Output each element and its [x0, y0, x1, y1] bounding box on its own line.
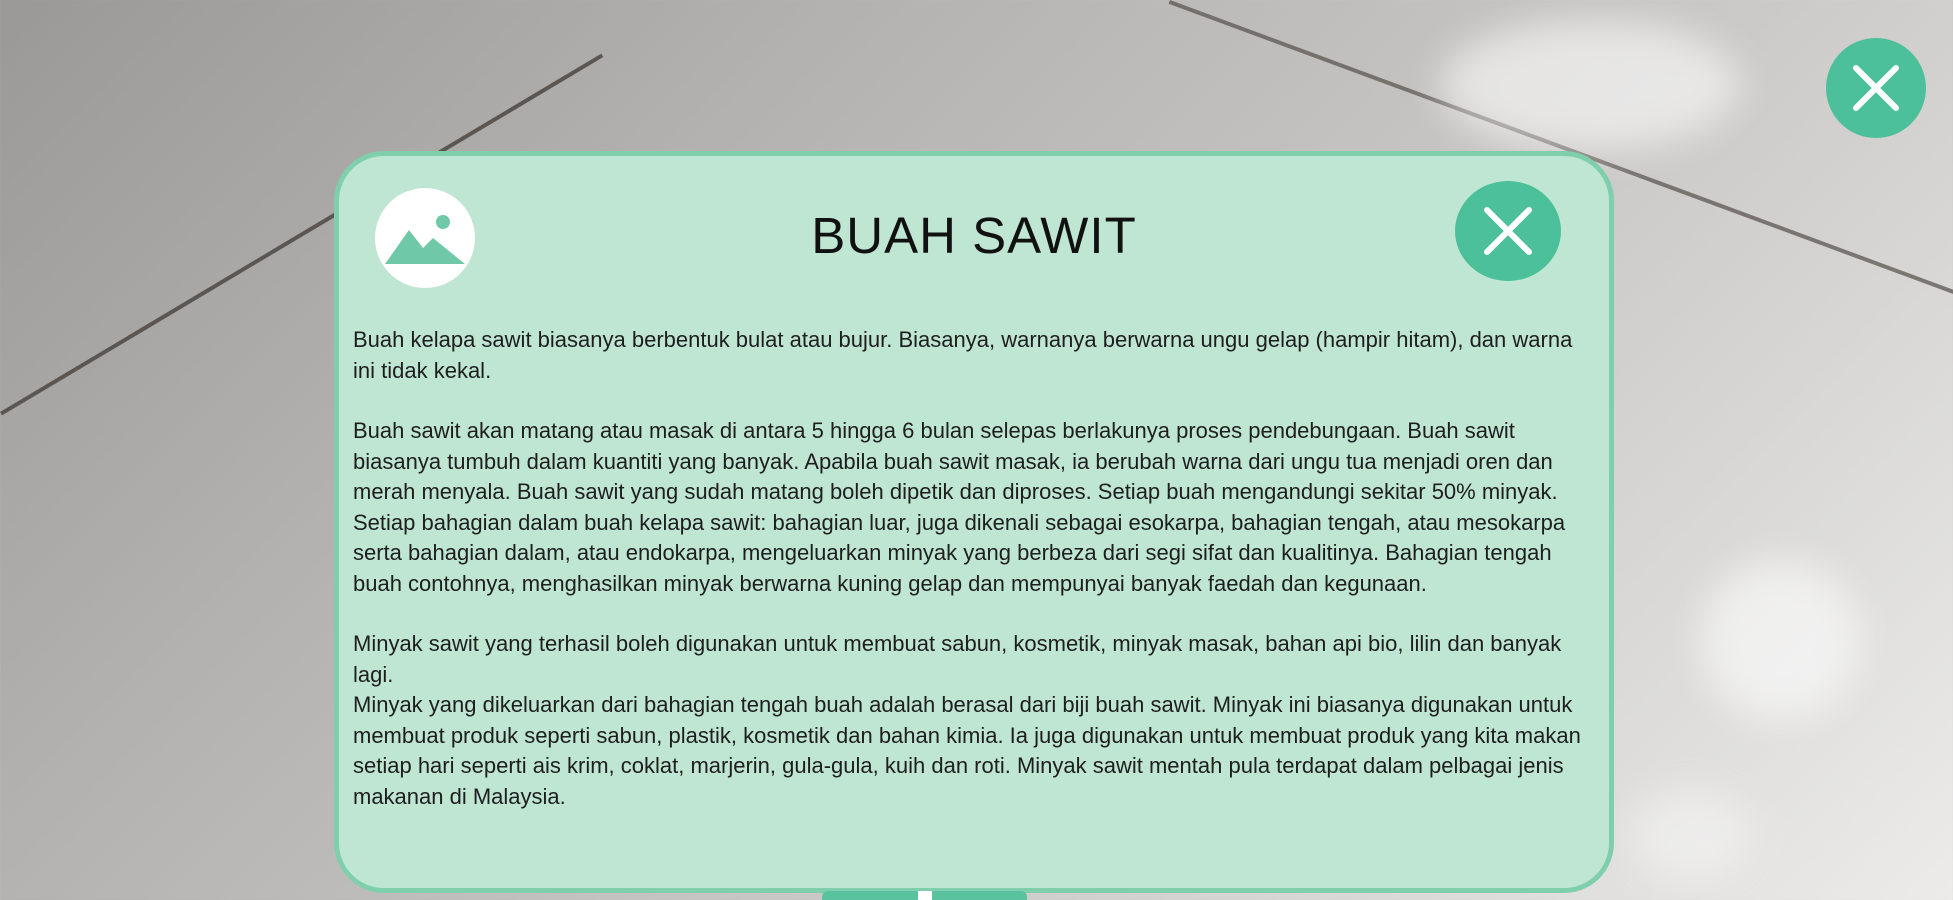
handle-marker	[918, 891, 932, 900]
paragraph: Buah kelapa sawit biasanya berbentuk bulat atau bujur. Biasanya, warnanya berwarna ungu gelap (hampir hitam), dan warna ini tidak kekal.	[353, 327, 1573, 383]
bottom-handle[interactable]	[822, 891, 1027, 900]
info-panel	[334, 151, 1614, 893]
floor-reflection	[1700, 560, 1860, 720]
panel-title: BUAH SAWIT	[811, 207, 1137, 264]
close-icon	[1850, 62, 1902, 114]
paragraph: Minyak yang dikeluarkan dari bahagian tengah buah adalah berasal dari biji buah sawit. Minyak ini biasanya digunakan untuk membuat produk seperti sabun, plastik, kosmetik dan bahan kimia. Ia juga digunakan untuk membuat produk yang kita makan setiap hari seperti ais krim, coklat, marjerin, gula-gula, kuih dan roti. Minyak sawit mentah pula terdapat dalam pelbagai jenis makanan di Malaysia.	[353, 692, 1581, 809]
floor-reflection	[1630, 790, 1750, 880]
close-icon	[1481, 204, 1535, 258]
close-ar-button[interactable]	[1826, 38, 1926, 138]
close-panel-button[interactable]	[1455, 181, 1561, 281]
floor-reflection	[1440, 20, 1740, 150]
paragraph: Buah sawit akan matang atau masak di antara 5 hingga 6 bulan selepas berlakunya proses pendebungaan. Buah sawit biasanya tumbuh dalam kuantiti yang banyak. Apabila buah sawit masak, ia berubah warna dari ungu tua menjadi oren dan merah menyala. Buah sawit yang sudah matang boleh dipetik dan diproses. Setiap buah mengandungi sekitar 50% minyak. Setiap bahagian dalam buah kelapa sawit: bahagian luar, juga dikenali sebagai esokarpa, bahagian tengah, atau mesokarpa serta bahagian dalam, atau endokarpa, mengeluarkan minyak yang berbeza dari segi sifat dan kualitinya. Bahagian tengah buah contohnya, menghasilkan minyak berwarna kuning gelap dan mempunyai banyak faedah dan kegunaan.	[353, 418, 1566, 596]
panel-content	[353, 325, 1589, 812]
paragraph: Minyak sawit yang terhasil boleh digunakan untuk membuat sabun, kosmetik, minyak masak, bahan api bio, lilin dan banyak lagi.	[353, 631, 1562, 687]
